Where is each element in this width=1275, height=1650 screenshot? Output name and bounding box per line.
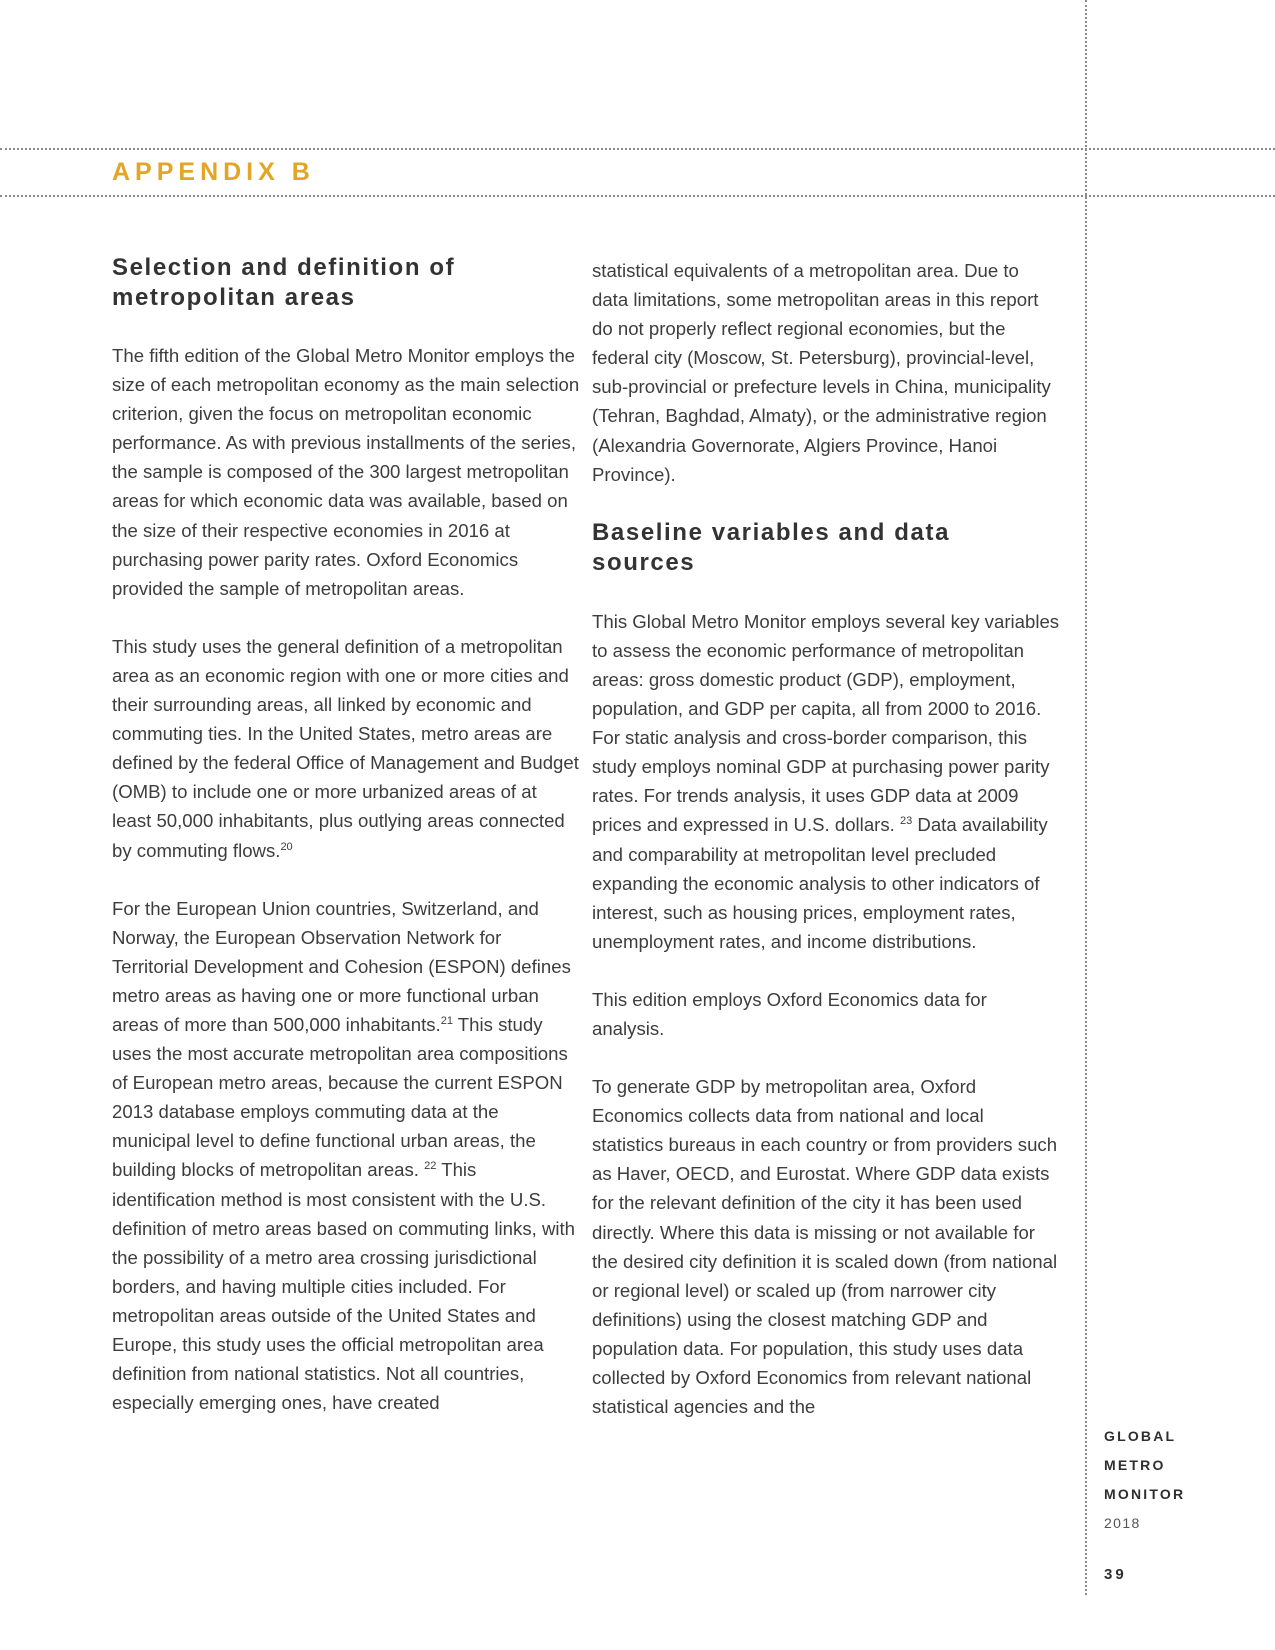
paragraph-oxford-data: This edition employs Oxford Economics data for analysis. — [592, 988, 987, 1039]
paragraph-text: This study uses the most accurate metropolitan area compositions of European metro areas, because the current ESPON 2013 database employs commuting data at the municipal level to define functional urban areas, the building blocks of metropolitan areas. — [112, 1013, 568, 1181]
paragraph-variables — [592, 607, 1060, 956]
brand-line-monitor: MONITOR — [1104, 1486, 1186, 1502]
footnote-ref-20[interactable]: 20 — [280, 840, 293, 853]
heading-selection-definition: Selection and definition of metropolitan areas — [112, 254, 456, 311]
margin-rule — [1085, 0, 1087, 1595]
heading-baseline-variables: Baseline variables and data sources — [592, 518, 951, 576]
paragraph-definition-europe — [112, 894, 580, 1418]
footnote-ref-22[interactable]: 22 — [424, 1160, 437, 1173]
paragraph-text: This Global Metro Monitor employs several key variables to assess the economic performance of metropolitan areas: gross domestic product (GDP), employment, population, and GDP per capita, all from 2000 to 2016. For static analysis and cross-border comparison, this study employs nominal GDP at purchasing power parity rates. For trends analysis, it uses GDP data at 2009 prices and expressed in U.S. dollars. — [592, 610, 1060, 836]
left-column — [112, 253, 580, 1417]
brand-line-metro: METRO — [1104, 1457, 1166, 1473]
section-label: APPENDIX B — [112, 158, 315, 186]
publication-brand — [1104, 1422, 1185, 1509]
paragraph-gdp-generation: To generate GDP by metropolitan area, Oxford Economics collects data from national and local statistics bureaus in each country or from providers such as Haver, OECD, and Eurostat. Where GDP data exists for the relevant definition of the city it has been used directly. Where this data is missing or not available for the desired city definition it is scaled down (from national or regional level) or scaled up (from narrower city definitions) using the closest matching GDP and population data. For population, this study uses data collected by Oxford Economics from relevant national statistical agencies and the — [592, 1076, 1058, 1418]
paragraph-definition-us — [112, 632, 580, 865]
footnote-ref-23[interactable]: 23 — [899, 815, 913, 828]
header-bottom-rule — [0, 195, 1275, 197]
paragraph-statistical-equivalents: statistical equivalents of a metropolitan area. Due to data limitations, some metropolitan areas in this report do not properly reflect regional economies, but the federal city (Moscow, St. Petersburg), provincial-level, sub-provincial or prefecture levels in China, municipality (Tehran, Baghdad, Almaty), or the administrative region (Alexandria Governorate, Algiers Province, Hanoi Province). — [592, 260, 1051, 485]
right-column — [592, 256, 1060, 1421]
paragraph-text: This identification method is most consistent with the U.S. definition of metro areas based on commuting links, with the possibility of a metro area crossing jurisdictional borders, and having multiple cities included. For metropolitan areas outside of the United States and Europe, this study uses the official metropolitan area definition from national statistics. Not all countries, especially emerging ones, have created — [112, 1159, 576, 1414]
paragraph-text: For the European Union countries, Switzerland, and Norway, the European Observation Network for Territorial Development and Cohesion (ESPON) defines metro areas as having one or more functional urban areas of more than 500,000 inhabitants. — [112, 897, 571, 1035]
footnote-ref-21[interactable]: 21 — [440, 1014, 453, 1027]
paragraph-selection: The fifth edition of the Global Metro Monitor employs the size of each metropolitan economy as the main selection criterion, given the focus on metropolitan economic performance. As with previous installments of the series, the sample is composed of the 300 largest metropolitan areas for which economic data was available, based on the size of their respective economies in 2016 at purchasing power parity rates. Oxford Economics provided the sample of metropolitan areas. — [112, 345, 580, 599]
page-number: 39 — [1104, 1566, 1127, 1583]
publication-year: 2018 — [1104, 1515, 1141, 1531]
brand-line-global: GLOBAL — [1104, 1428, 1177, 1444]
top-rule — [0, 148, 1275, 150]
paragraph-text: This study uses the general definition of a metropolitan area as an economic region with one or more cities and their surrounding areas, all linked by economic and commuting ties. In the United States, metro areas are defined by the federal Office of Management and Budget (OMB) to include one or more urbanized areas of at least 50,000 inhabitants, plus outlying areas connected by commuting flows. — [112, 635, 579, 861]
paragraph-text: Data availability and comparability at metropolitan level precluded expanding the economic analysis to other indicators of interest, such as housing prices, employment rates, unemployment rates, and income distributions. — [592, 814, 1048, 952]
